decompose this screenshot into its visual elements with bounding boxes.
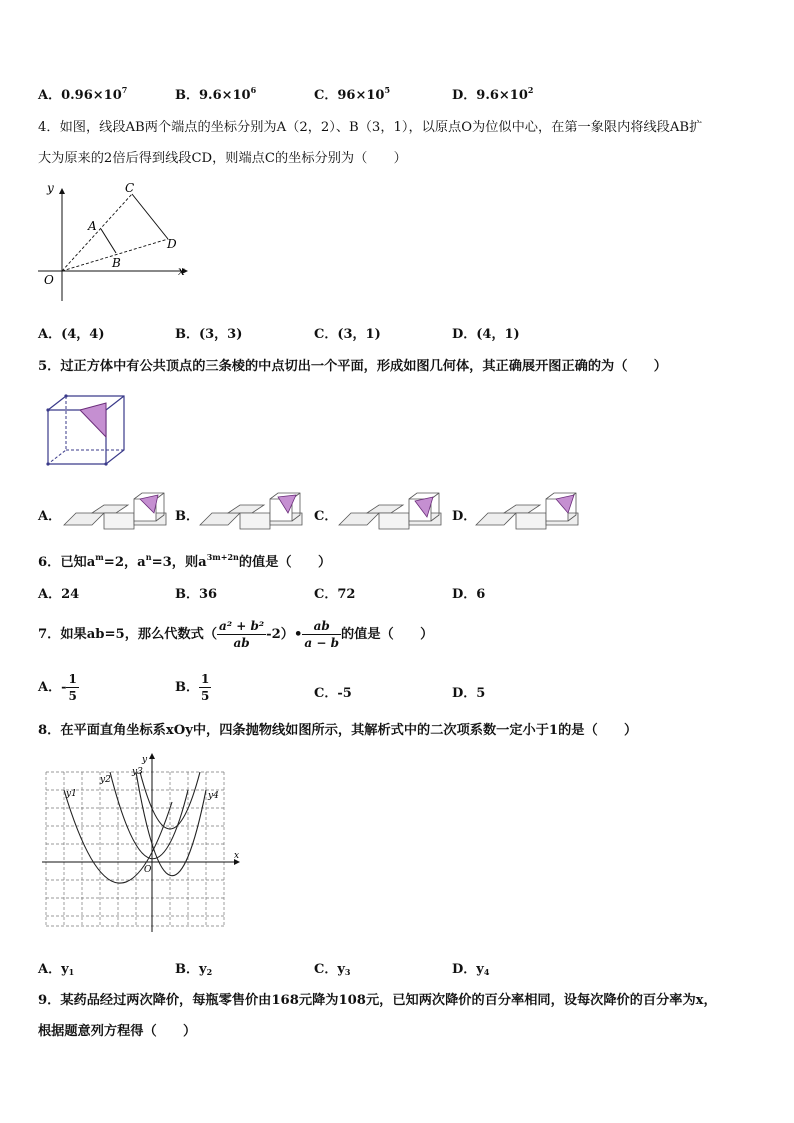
vertex-dot bbox=[46, 408, 49, 411]
y3-label: y3 bbox=[132, 767, 143, 777]
q6-option-a: A．24 bbox=[38, 587, 80, 602]
curve-y3 bbox=[140, 772, 200, 829]
q8-text: 8．在平面直角坐标系xOy中，四条抛物线如图所示，其解析式中的二次项系数一定小于1的是（ ） bbox=[38, 723, 638, 738]
curve-y2 bbox=[110, 772, 188, 859]
q3-option-c: C．$96\times 10^5$ bbox=[314, 85, 391, 103]
y4-label: y4 bbox=[208, 791, 219, 801]
q7-text: 7．如果ab=5，那么代数式（ $\frac{\text{a² + b²}}{ab}$ -2）• $\frac{ab}{a - b}$ 的值是（ ） bbox=[38, 619, 434, 650]
cube-back-edges bbox=[48, 396, 124, 464]
q4-option-a: A．(4，4) bbox=[38, 327, 105, 342]
q4-text-line2: 大为原来的2倍后得到线段CD，则端点C的坐标分别为（ ） bbox=[38, 151, 407, 166]
q5-option-b-letter: B． bbox=[175, 509, 199, 524]
q5-net-c bbox=[337, 491, 443, 535]
q8-option-b: B．$y_2$ bbox=[175, 962, 213, 977]
point-b-label: B bbox=[112, 256, 121, 270]
q4-option-c: C．(3，1) bbox=[314, 327, 381, 342]
point-a-label: A bbox=[88, 219, 97, 233]
q7-option-c: C．-5 bbox=[314, 686, 352, 701]
x-label: x bbox=[178, 264, 185, 278]
origin-label: O bbox=[44, 273, 54, 287]
cube-hidden-edges bbox=[48, 396, 66, 464]
q5-net-d bbox=[474, 491, 580, 535]
segment-ab bbox=[101, 229, 116, 253]
q6-option-b: B．36 bbox=[175, 587, 218, 602]
vertex-dot bbox=[46, 462, 49, 465]
q7-option-b: B． $\frac{1}{5}$ bbox=[175, 672, 210, 703]
y-axis-arrow-icon bbox=[59, 188, 65, 194]
q4-option-b: B．(3，3) bbox=[175, 327, 243, 342]
q5-cube-figure bbox=[44, 392, 130, 470]
q6-option-c: C．72 bbox=[314, 587, 356, 602]
q8-option-c: C．$y_3$ bbox=[314, 962, 351, 977]
q6-option-d: D．6 bbox=[452, 587, 486, 602]
q5-option-a-letter: A． bbox=[38, 509, 62, 524]
q7-fraction-1: $\frac{\text{a² + b²}}{ab}$ bbox=[219, 619, 265, 650]
cut-triangle bbox=[80, 403, 106, 437]
q7-option-a: A．- $\frac{1}{5}$ bbox=[38, 672, 77, 703]
point-c-label: C bbox=[125, 181, 135, 195]
vertex-dot bbox=[104, 462, 107, 465]
q8-parabola-figure bbox=[40, 750, 244, 936]
q3-option-d: D．$9.6\times 10^2$ bbox=[452, 85, 534, 103]
q3-option-a: A．$0.96\times 10^7$ bbox=[38, 85, 128, 103]
q9-text-line2: 根据题意列方程得（ ） bbox=[38, 1024, 197, 1039]
y2-label: y2 bbox=[100, 775, 111, 785]
y-axis-arrow-icon bbox=[149, 753, 155, 759]
ray-oc bbox=[62, 194, 132, 271]
cube-edge bbox=[106, 396, 124, 410]
origin-label: O bbox=[144, 865, 152, 875]
q7-fraction-2: $\frac{ab}{a - b}$ bbox=[304, 619, 339, 650]
y-label: y bbox=[142, 755, 148, 765]
q6-text: 6．已知$a^m=2$，$a^n=3$，则$a^{3m+2n}$的值是（ ） bbox=[38, 552, 332, 570]
q3-option-b: B．$9.6\times 10^6$ bbox=[175, 85, 257, 103]
q5-option-d-letter: D． bbox=[452, 509, 477, 524]
q5-net-a bbox=[62, 491, 168, 535]
point-d-label: D bbox=[167, 237, 177, 251]
vertex-dot bbox=[64, 394, 67, 397]
q9-text-line1: 9．某药品经过两次降价，每瓶零售价由168元降为108元，已知两次降价的百分率相同，设每次降价的百分率为x， bbox=[38, 993, 717, 1008]
q5-text: 5．过正方体中有公共顶点的三条棱的中点切出一个平面，形成如图几何体，其正确展开图正确的为（ ） bbox=[38, 359, 667, 374]
y1-label: y1 bbox=[66, 789, 77, 799]
q4-option-d: D．(4，1) bbox=[452, 327, 520, 342]
q5-net-b bbox=[198, 491, 304, 535]
q8-option-a: A．$y_1$ bbox=[38, 962, 75, 977]
q5-option-c-letter: C． bbox=[314, 509, 338, 524]
x-label: x bbox=[234, 851, 240, 861]
y-label: y bbox=[47, 181, 54, 195]
q4-figure bbox=[32, 176, 192, 306]
q4-text-line1: 4．如图，线段AB两个端点的坐标分别为A（2，2）、B（3，1），以原点O为位似中心，在第一象限内将线段AB扩 bbox=[38, 120, 703, 135]
segment-cd bbox=[132, 194, 168, 239]
q7-option-d: D．5 bbox=[452, 686, 486, 701]
q8-option-d: D．$y_4$ bbox=[452, 962, 490, 977]
